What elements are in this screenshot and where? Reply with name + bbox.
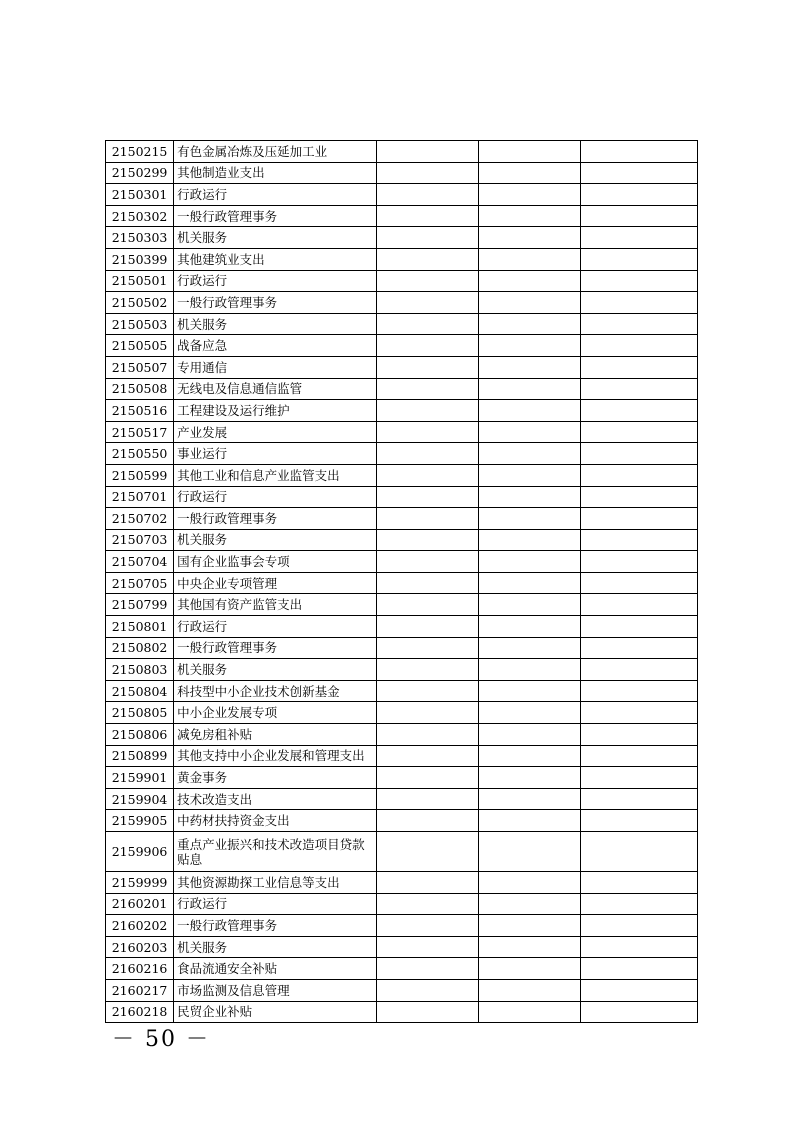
subject-name: 减免房租补贴 bbox=[174, 724, 377, 746]
empty-cell bbox=[377, 572, 478, 594]
empty-cell bbox=[478, 832, 580, 872]
table-row bbox=[106, 893, 698, 915]
table-row bbox=[106, 958, 698, 980]
subject-name: 产业发展 bbox=[174, 421, 377, 443]
subject-code: 2150215 bbox=[106, 141, 174, 163]
subject-name: 中小企业发展专项 bbox=[174, 702, 377, 724]
subject-code: 2150801 bbox=[106, 616, 174, 638]
empty-cell bbox=[377, 508, 478, 530]
empty-cell bbox=[478, 637, 580, 659]
empty-cell bbox=[377, 680, 478, 702]
empty-cell bbox=[580, 551, 697, 573]
empty-cell bbox=[377, 313, 478, 335]
table-row bbox=[106, 141, 698, 163]
empty-cell bbox=[377, 184, 478, 206]
empty-cell bbox=[478, 356, 580, 378]
table-row bbox=[106, 335, 698, 357]
subject-code: 2150303 bbox=[106, 227, 174, 249]
empty-cell bbox=[377, 205, 478, 227]
empty-cell bbox=[377, 724, 478, 746]
subject-name: 其他制造业支出 bbox=[174, 162, 377, 184]
empty-cell bbox=[377, 767, 478, 789]
empty-cell bbox=[377, 616, 478, 638]
empty-cell bbox=[478, 421, 580, 443]
table-row bbox=[106, 184, 698, 206]
subject-name: 行政运行 bbox=[174, 184, 377, 206]
table-row bbox=[106, 421, 698, 443]
subject-code: 2160218 bbox=[106, 1001, 174, 1023]
empty-cell bbox=[478, 162, 580, 184]
subject-code: 2160203 bbox=[106, 936, 174, 958]
empty-cell bbox=[580, 979, 697, 1001]
subject-code: 2150501 bbox=[106, 270, 174, 292]
subject-name: 一般行政管理事务 bbox=[174, 205, 377, 227]
empty-cell bbox=[580, 335, 697, 357]
table-row bbox=[106, 248, 698, 270]
subject-code: 2160202 bbox=[106, 915, 174, 937]
subject-name: 其他建筑业支出 bbox=[174, 248, 377, 270]
empty-cell bbox=[580, 872, 697, 894]
empty-cell bbox=[580, 893, 697, 915]
empty-cell bbox=[377, 594, 478, 616]
subject-name: 行政运行 bbox=[174, 270, 377, 292]
empty-cell bbox=[478, 508, 580, 530]
subject-name: 行政运行 bbox=[174, 486, 377, 508]
empty-cell bbox=[580, 270, 697, 292]
empty-cell bbox=[580, 915, 697, 937]
empty-cell bbox=[377, 979, 478, 1001]
subject-name: 技术改造支出 bbox=[174, 788, 377, 810]
subject-code: 2150508 bbox=[106, 378, 174, 400]
subject-code: 2150702 bbox=[106, 508, 174, 530]
table-row bbox=[106, 915, 698, 937]
table-row bbox=[106, 464, 698, 486]
table-row bbox=[106, 356, 698, 378]
subject-code: 2150804 bbox=[106, 680, 174, 702]
subject-name: 食品流通安全补贴 bbox=[174, 958, 377, 980]
empty-cell bbox=[580, 936, 697, 958]
table-row bbox=[106, 443, 698, 465]
budget-table-body bbox=[106, 141, 698, 1023]
table-row bbox=[106, 832, 698, 872]
table-row bbox=[106, 292, 698, 314]
subject-code: 2150705 bbox=[106, 572, 174, 594]
empty-cell bbox=[580, 313, 697, 335]
empty-cell bbox=[478, 205, 580, 227]
subject-code: 2150502 bbox=[106, 292, 174, 314]
table-row bbox=[106, 979, 698, 1001]
subject-name: 一般行政管理事务 bbox=[174, 292, 377, 314]
subject-name: 市场监测及信息管理 bbox=[174, 979, 377, 1001]
subject-name: 其他支持中小企业发展和管理支出 bbox=[174, 745, 377, 767]
empty-cell bbox=[580, 832, 697, 872]
empty-cell bbox=[377, 637, 478, 659]
subject-name: 机关服务 bbox=[174, 313, 377, 335]
subject-name: 行政运行 bbox=[174, 893, 377, 915]
table-row bbox=[106, 551, 698, 573]
empty-cell bbox=[580, 421, 697, 443]
table-row bbox=[106, 745, 698, 767]
empty-cell bbox=[377, 378, 478, 400]
table-row bbox=[106, 702, 698, 724]
empty-cell bbox=[580, 292, 697, 314]
subject-code: 2150599 bbox=[106, 464, 174, 486]
empty-cell bbox=[580, 141, 697, 163]
empty-cell bbox=[478, 745, 580, 767]
empty-cell bbox=[377, 356, 478, 378]
empty-cell bbox=[377, 788, 478, 810]
subject-name: 科技型中小企业技术创新基金 bbox=[174, 680, 377, 702]
empty-cell bbox=[580, 767, 697, 789]
empty-cell bbox=[580, 443, 697, 465]
empty-cell bbox=[478, 915, 580, 937]
empty-cell bbox=[478, 292, 580, 314]
empty-cell bbox=[478, 767, 580, 789]
table-row bbox=[106, 378, 698, 400]
empty-cell bbox=[478, 486, 580, 508]
empty-cell bbox=[478, 464, 580, 486]
subject-code: 2150701 bbox=[106, 486, 174, 508]
subject-name: 中央企业专项管理 bbox=[174, 572, 377, 594]
empty-cell bbox=[478, 551, 580, 573]
empty-cell bbox=[377, 702, 478, 724]
table-row bbox=[106, 767, 698, 789]
empty-cell bbox=[478, 248, 580, 270]
subject-code: 2159905 bbox=[106, 810, 174, 832]
empty-cell bbox=[478, 594, 580, 616]
subject-name: 一般行政管理事务 bbox=[174, 637, 377, 659]
empty-cell bbox=[377, 292, 478, 314]
subject-code: 2150802 bbox=[106, 637, 174, 659]
page-number: － 50 － bbox=[112, 1027, 210, 1052]
empty-cell bbox=[580, 184, 697, 206]
empty-cell bbox=[377, 893, 478, 915]
empty-cell bbox=[478, 680, 580, 702]
subject-code: 2159906 bbox=[106, 832, 174, 872]
subject-code: 2150703 bbox=[106, 529, 174, 551]
empty-cell bbox=[478, 958, 580, 980]
empty-cell bbox=[580, 1001, 697, 1023]
table-row bbox=[106, 788, 698, 810]
subject-name: 一般行政管理事务 bbox=[174, 915, 377, 937]
subject-code: 2159999 bbox=[106, 872, 174, 894]
table-row bbox=[106, 872, 698, 894]
empty-cell bbox=[580, 486, 697, 508]
empty-cell bbox=[580, 724, 697, 746]
empty-cell bbox=[377, 270, 478, 292]
table-row bbox=[106, 616, 698, 638]
empty-cell bbox=[580, 659, 697, 681]
empty-cell bbox=[580, 227, 697, 249]
empty-cell bbox=[377, 832, 478, 872]
subject-code: 2159904 bbox=[106, 788, 174, 810]
empty-cell bbox=[478, 529, 580, 551]
subject-code: 2150517 bbox=[106, 421, 174, 443]
empty-cell bbox=[580, 464, 697, 486]
table-row bbox=[106, 400, 698, 422]
empty-cell bbox=[580, 400, 697, 422]
subject-code: 2150503 bbox=[106, 313, 174, 335]
empty-cell bbox=[580, 378, 697, 400]
empty-cell bbox=[377, 659, 478, 681]
subject-name: 其他国有资产监管支出 bbox=[174, 594, 377, 616]
empty-cell bbox=[377, 486, 478, 508]
subject-name: 事业运行 bbox=[174, 443, 377, 465]
empty-cell bbox=[478, 335, 580, 357]
subject-code: 2150505 bbox=[106, 335, 174, 357]
empty-cell bbox=[580, 810, 697, 832]
subject-code: 2150299 bbox=[106, 162, 174, 184]
subject-code: 2150550 bbox=[106, 443, 174, 465]
table-row bbox=[106, 810, 698, 832]
empty-cell bbox=[478, 659, 580, 681]
subject-name: 其他工业和信息产业监管支出 bbox=[174, 464, 377, 486]
subject-name: 机关服务 bbox=[174, 227, 377, 249]
subject-code: 2150516 bbox=[106, 400, 174, 422]
empty-cell bbox=[478, 810, 580, 832]
empty-cell bbox=[580, 529, 697, 551]
empty-cell bbox=[478, 702, 580, 724]
empty-cell bbox=[478, 1001, 580, 1023]
empty-cell bbox=[377, 529, 478, 551]
empty-cell bbox=[377, 421, 478, 443]
subject-name: 国有企业监事会专项 bbox=[174, 551, 377, 573]
table-row bbox=[106, 313, 698, 335]
empty-cell bbox=[478, 443, 580, 465]
table-row bbox=[106, 508, 698, 530]
subject-code: 2150399 bbox=[106, 248, 174, 270]
table-row bbox=[106, 529, 698, 551]
empty-cell bbox=[580, 205, 697, 227]
subject-code: 2160201 bbox=[106, 893, 174, 915]
empty-cell bbox=[580, 356, 697, 378]
subject-name: 其他资源勘探工业信息等支出 bbox=[174, 872, 377, 894]
empty-cell bbox=[377, 400, 478, 422]
empty-cell bbox=[478, 378, 580, 400]
subject-code: 2150899 bbox=[106, 745, 174, 767]
empty-cell bbox=[478, 400, 580, 422]
empty-cell bbox=[478, 141, 580, 163]
empty-cell bbox=[580, 248, 697, 270]
table-row bbox=[106, 205, 698, 227]
subject-name: 民贸企业补贴 bbox=[174, 1001, 377, 1023]
empty-cell bbox=[478, 572, 580, 594]
table-row bbox=[106, 572, 698, 594]
subject-name: 机关服务 bbox=[174, 529, 377, 551]
subject-name: 机关服务 bbox=[174, 936, 377, 958]
empty-cell bbox=[377, 248, 478, 270]
empty-cell bbox=[377, 936, 478, 958]
empty-cell bbox=[377, 162, 478, 184]
table-row bbox=[106, 936, 698, 958]
empty-cell bbox=[377, 915, 478, 937]
empty-cell bbox=[478, 936, 580, 958]
subject-name: 一般行政管理事务 bbox=[174, 508, 377, 530]
empty-cell bbox=[580, 745, 697, 767]
subject-name: 战备应急 bbox=[174, 335, 377, 357]
empty-cell bbox=[580, 680, 697, 702]
subject-code: 2160216 bbox=[106, 958, 174, 980]
table-row bbox=[106, 659, 698, 681]
empty-cell bbox=[580, 616, 697, 638]
empty-cell bbox=[377, 464, 478, 486]
empty-cell bbox=[377, 551, 478, 573]
empty-cell bbox=[377, 1001, 478, 1023]
table-row bbox=[106, 486, 698, 508]
empty-cell bbox=[580, 508, 697, 530]
subject-code: 2150507 bbox=[106, 356, 174, 378]
subject-code: 2150301 bbox=[106, 184, 174, 206]
empty-cell bbox=[377, 872, 478, 894]
table-row bbox=[106, 724, 698, 746]
empty-cell bbox=[478, 184, 580, 206]
empty-cell bbox=[478, 313, 580, 335]
empty-cell bbox=[377, 958, 478, 980]
empty-cell bbox=[478, 872, 580, 894]
table-row bbox=[106, 637, 698, 659]
subject-code: 2150302 bbox=[106, 205, 174, 227]
subject-name: 黄金事务 bbox=[174, 767, 377, 789]
empty-cell bbox=[580, 637, 697, 659]
empty-cell bbox=[478, 788, 580, 810]
subject-name: 专用通信 bbox=[174, 356, 377, 378]
subject-code: 2159901 bbox=[106, 767, 174, 789]
subject-code: 2150803 bbox=[106, 659, 174, 681]
empty-cell bbox=[478, 616, 580, 638]
subject-code: 2160217 bbox=[106, 979, 174, 1001]
empty-cell bbox=[478, 979, 580, 1001]
table-row bbox=[106, 162, 698, 184]
table-row bbox=[106, 594, 698, 616]
subject-name: 机关服务 bbox=[174, 659, 377, 681]
empty-cell bbox=[478, 227, 580, 249]
empty-cell bbox=[377, 227, 478, 249]
subject-name: 有色金属冶炼及压延加工业 bbox=[174, 141, 377, 163]
table-row bbox=[106, 227, 698, 249]
subject-name: 重点产业振兴和技术改造项目贷款贴息 bbox=[174, 832, 377, 872]
subject-name: 工程建设及运行维护 bbox=[174, 400, 377, 422]
empty-cell bbox=[377, 443, 478, 465]
empty-cell bbox=[580, 572, 697, 594]
empty-cell bbox=[377, 810, 478, 832]
subject-name: 行政运行 bbox=[174, 616, 377, 638]
empty-cell bbox=[580, 162, 697, 184]
empty-cell bbox=[478, 893, 580, 915]
subject-code: 2150799 bbox=[106, 594, 174, 616]
table-row bbox=[106, 1001, 698, 1023]
empty-cell bbox=[580, 958, 697, 980]
empty-cell bbox=[377, 335, 478, 357]
subject-code: 2150805 bbox=[106, 702, 174, 724]
empty-cell bbox=[478, 724, 580, 746]
subject-name: 无线电及信息通信监管 bbox=[174, 378, 377, 400]
budget-table bbox=[105, 140, 698, 1023]
empty-cell bbox=[478, 270, 580, 292]
empty-cell bbox=[580, 788, 697, 810]
subject-code: 2150806 bbox=[106, 724, 174, 746]
empty-cell bbox=[580, 594, 697, 616]
table-row bbox=[106, 680, 698, 702]
subject-name: 中药材扶持资金支出 bbox=[174, 810, 377, 832]
empty-cell bbox=[377, 141, 478, 163]
subject-code: 2150704 bbox=[106, 551, 174, 573]
empty-cell bbox=[580, 702, 697, 724]
table-row bbox=[106, 270, 698, 292]
empty-cell bbox=[377, 745, 478, 767]
